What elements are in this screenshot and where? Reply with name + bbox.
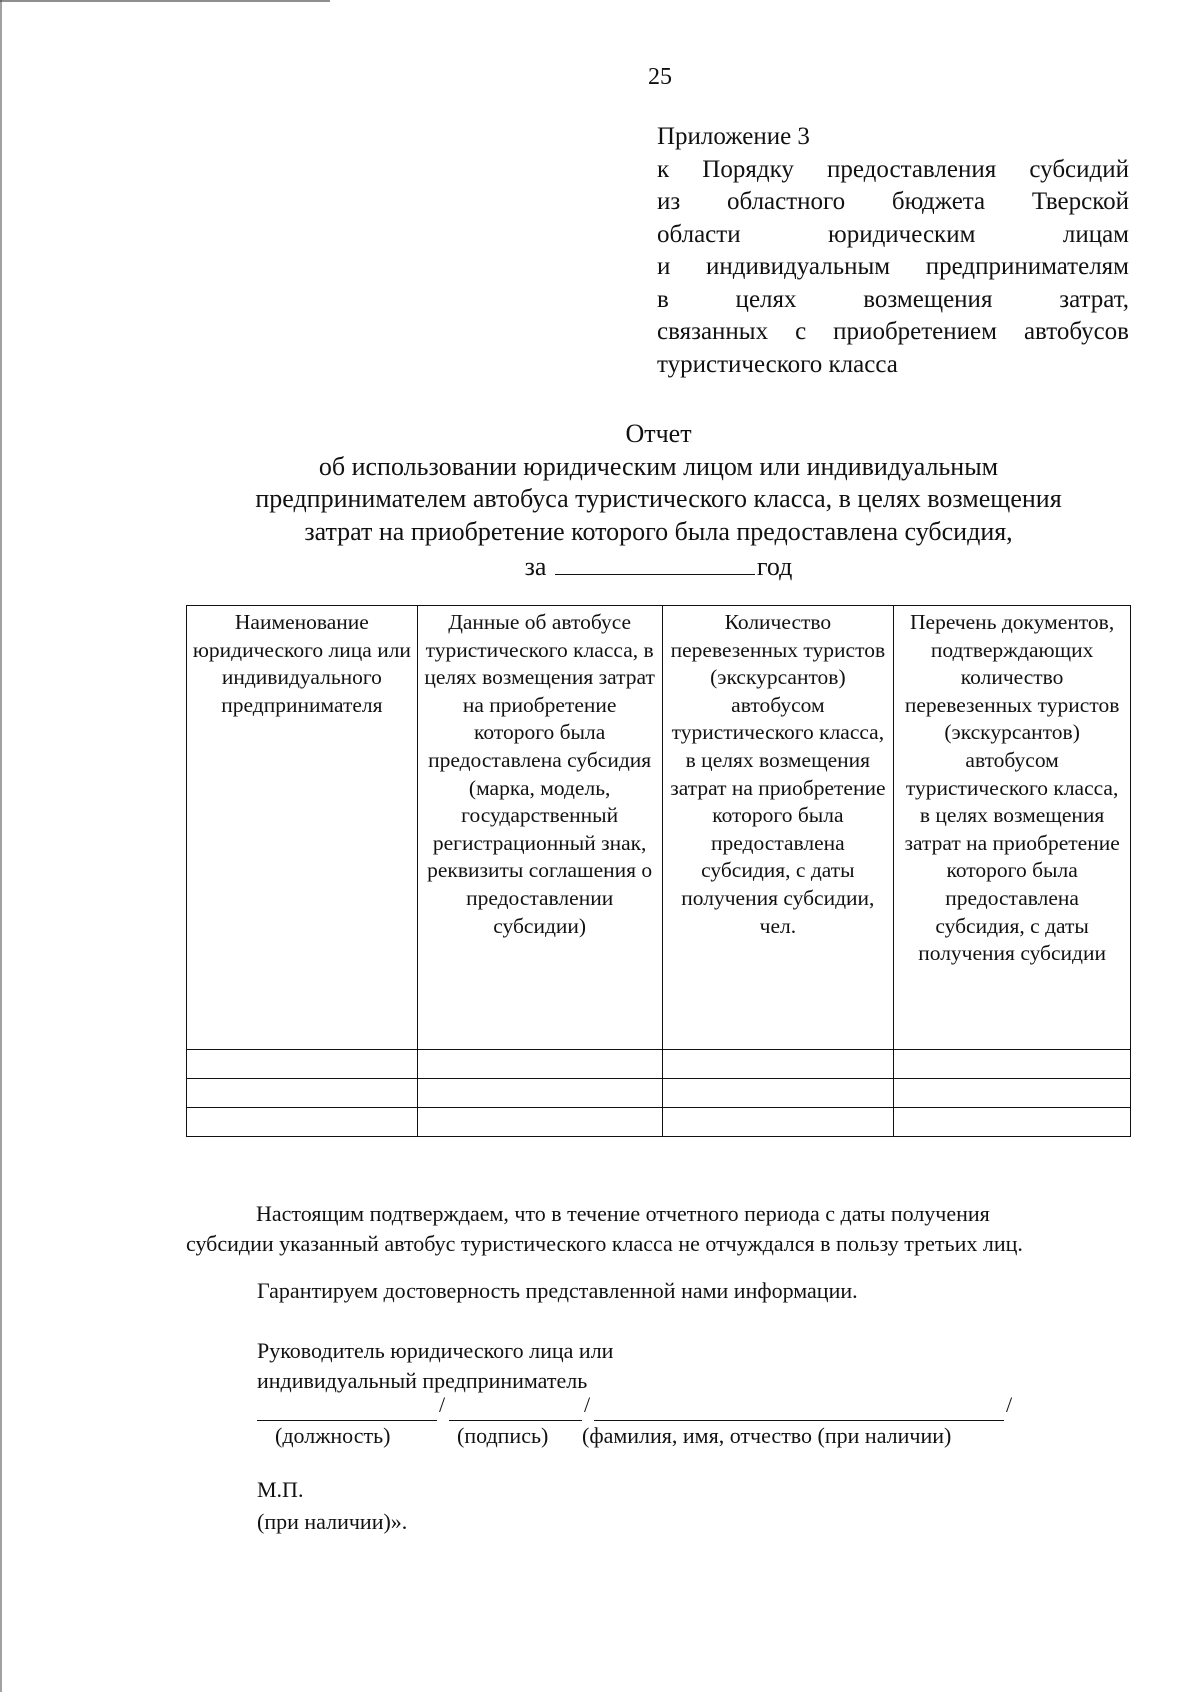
- signer-line: Руководитель юридического лица или: [257, 1338, 614, 1363]
- table-cell[interactable]: [187, 1079, 418, 1108]
- appendix-line: и индивидуальным предпринимателям: [657, 253, 1129, 280]
- separator-slash: /: [584, 1392, 591, 1417]
- table-cell[interactable]: [894, 1079, 1131, 1108]
- separator-slash: /: [1006, 1392, 1013, 1417]
- label-position: (должность): [275, 1423, 391, 1448]
- period-prefix: за: [524, 552, 547, 581]
- stamp-block: [257, 1474, 407, 1538]
- signer-block: [257, 1336, 613, 1396]
- position-blank-field[interactable]: [257, 1396, 437, 1421]
- column-header-bus-data: Данные об автобусе туристического класса, в целях возмещения затрат на приобретение которого была предоставлена субсидия (марка, модель, государственный регистрационный знак, реквизиты соглашения о предоставлении субсидии): [417, 606, 662, 1050]
- table-cell[interactable]: [662, 1079, 894, 1108]
- separator-slash: /: [439, 1392, 446, 1417]
- appendix-line: туристического класса: [657, 350, 898, 378]
- report-heading: [190, 418, 1127, 584]
- table-cell[interactable]: [662, 1108, 894, 1137]
- appendix-line: в целях возмещения затрат,: [657, 285, 1129, 313]
- table-cell[interactable]: [662, 1050, 894, 1079]
- signature-blank-field[interactable]: [449, 1396, 582, 1421]
- table-cell[interactable]: [417, 1079, 662, 1108]
- period-suffix: год: [756, 552, 793, 581]
- label-signature: (подпись): [457, 1423, 549, 1448]
- full-name-blank-field[interactable]: [594, 1396, 1004, 1421]
- table-cell[interactable]: [417, 1050, 662, 1079]
- scan-edge-line-top: [0, 0, 330, 2]
- report-table: [186, 605, 1131, 1137]
- statement-line: Настоящим подтверждаем, что в течение отчетного периода с даты получения: [256, 1201, 990, 1226]
- signer-line: индивидуальный предприниматель: [257, 1368, 588, 1393]
- guarantee-text: Гарантируем достоверность представленной нами информации.: [257, 1278, 858, 1303]
- table-row: [187, 1108, 1131, 1137]
- table-cell[interactable]: [187, 1050, 418, 1079]
- table-cell[interactable]: [187, 1108, 418, 1137]
- period-blank-field[interactable]: [555, 548, 755, 575]
- column-header-tourists-count: Количество перевезенных туристов (экскурсантов) автобусом туристического класса, в целях возмещения затрат на приобретение которого была предоставлена субсидия, с даты получения субсидии, чел.: [662, 606, 894, 1050]
- table-row: [187, 1079, 1131, 1108]
- label-full-name: (фамилия, имя, отчество (при наличии): [582, 1423, 952, 1448]
- table-cell[interactable]: [417, 1108, 662, 1137]
- stamp-line: (при наличии)».: [257, 1509, 408, 1534]
- statement-line: субсидии указанный автобус туристического класса не отчуждался в пользу третьих лиц.: [186, 1231, 1023, 1256]
- report-subtitle-line: об использовании юридическим лицом или индивидуальным: [318, 451, 999, 481]
- appendix-line: области юридическим лицам: [657, 220, 1129, 248]
- report-subtitle-line: предпринимателем автобуса туристического класса, в целях возмещения: [255, 484, 1062, 513]
- column-header-organization: Наименование юридического лица или индивидуального предпринимателя: [187, 606, 418, 1050]
- signature-row: [257, 1392, 1017, 1422]
- table-cell[interactable]: [894, 1108, 1131, 1137]
- report-period: [190, 548, 1127, 584]
- column-header-documents: Перечень документов, подтверждающих количество перевезенных туристов (экскурсантов) автобусом туристического класса, в целях возмещения затрат на приобретение которого была предоставлена субсидия, с даты получения субсидии: [894, 606, 1131, 1050]
- appendix-line: из областного бюджета Тверской: [657, 188, 1129, 215]
- appendix-title: Приложение 3: [657, 123, 810, 150]
- page-number: 25: [648, 64, 672, 90]
- table-cell[interactable]: [894, 1050, 1131, 1079]
- statement: [186, 1199, 1131, 1259]
- scan-edge-line-left: [0, 0, 2, 1692]
- appendix-line: связанных с приобретением автобусов: [657, 318, 1129, 345]
- table-row: [187, 1050, 1131, 1079]
- report-title: Отчет: [625, 419, 692, 448]
- stamp-line: М.П.: [257, 1477, 304, 1502]
- appendix-line: к Порядку предоставления субсидий: [657, 155, 1129, 183]
- appendix-block: [657, 121, 1129, 381]
- table-header-row: [187, 606, 1131, 1050]
- report-subtitle-line: затрат на приобретение которого была предоставлена субсидия,: [304, 516, 1013, 546]
